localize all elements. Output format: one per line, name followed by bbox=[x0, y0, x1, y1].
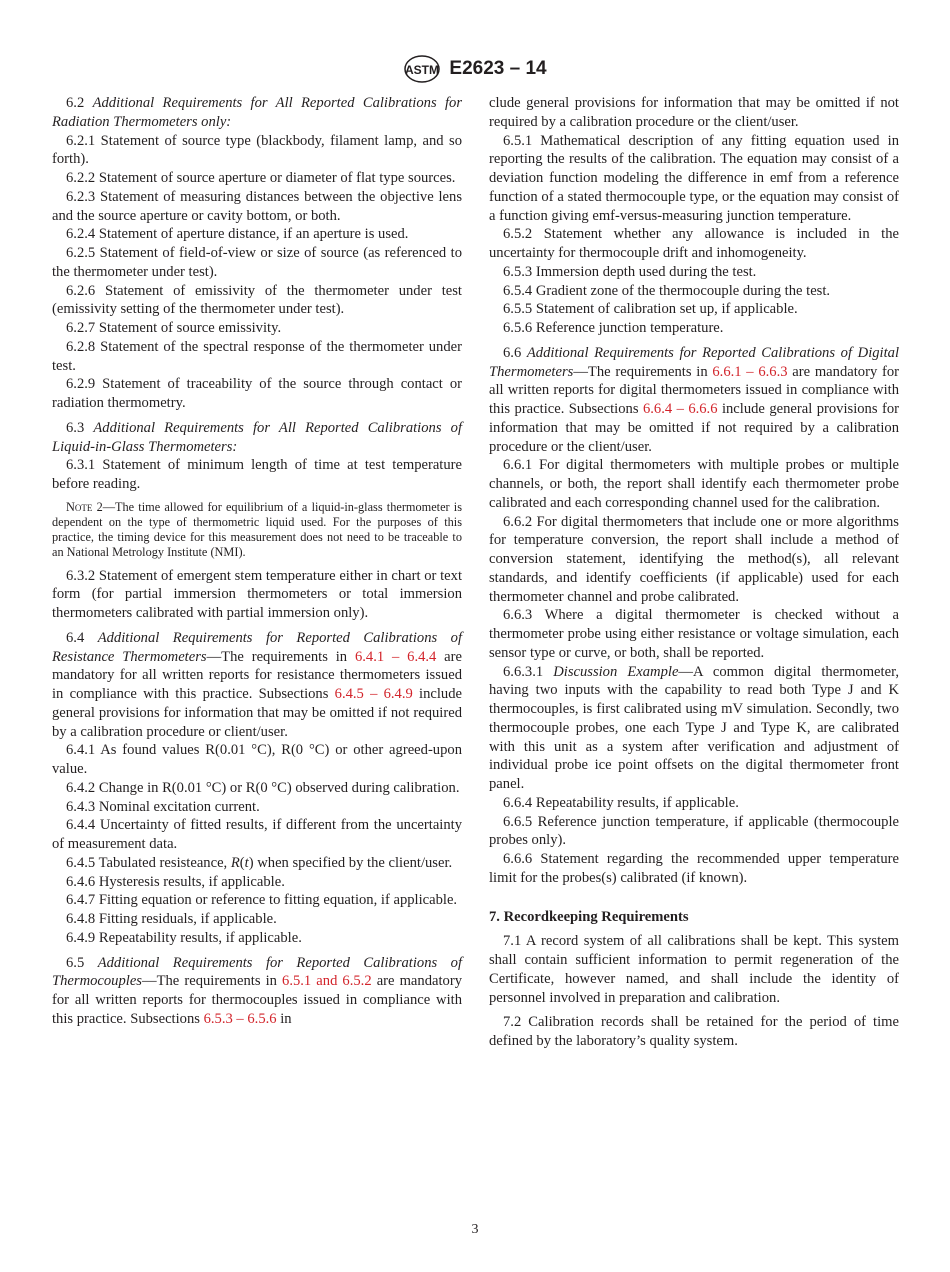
paragraph bbox=[489, 850, 899, 888]
paragraph bbox=[489, 225, 899, 263]
paragraph bbox=[489, 606, 899, 662]
section-link[interactable]: 6.4.5 – 6.4.9 bbox=[334, 686, 413, 703]
svg-text:ASTM: ASTM bbox=[405, 63, 440, 77]
paragraph bbox=[52, 779, 462, 798]
paragraph bbox=[489, 263, 899, 282]
right-column bbox=[489, 94, 899, 1051]
text-span: 6.5.4 Gradient zone of the thermocouple during the test. bbox=[503, 282, 831, 299]
paragraph bbox=[52, 816, 462, 854]
text-span: ) when specified by the client/user. bbox=[248, 854, 453, 871]
text-span: 6.5 bbox=[66, 954, 98, 971]
text-span: 6.4 bbox=[66, 629, 98, 646]
text-span: 6.4.5 Tabulated resisteance, bbox=[66, 854, 231, 871]
text-span: include general provisions for information that may be omitted if not required by a calibration procedure or client/user. bbox=[52, 686, 462, 740]
paragraph bbox=[52, 375, 462, 413]
text-span: 6.2.3 Statement of measuring distances between the objective lens and the source aperture or cavity bottom, or both. bbox=[52, 188, 462, 224]
text-span: 6.4.4 Uncertainty of fitted results, if different from the uncertainty of measurement data. bbox=[52, 817, 462, 853]
paragraph bbox=[52, 419, 462, 457]
paragraph bbox=[52, 456, 462, 494]
paragraph bbox=[489, 300, 899, 319]
text-span: 6.2.2 Statement of source aperture or diameter of flat type sources. bbox=[66, 170, 456, 186]
text-span: 6.4.3 Nominal excitation current. bbox=[66, 798, 260, 815]
left-column bbox=[52, 94, 462, 1029]
text-span: 6.2.8 Statement of the spectral response of the thermometer under test. bbox=[52, 338, 462, 374]
text-span: 6.3.1 Statement of minimum length of time at test temperature before reading. bbox=[52, 457, 462, 492]
text-span: are mandatory for all written reports for thermocouples issued in compliance with this practice. Subsections bbox=[52, 973, 462, 1027]
section-heading bbox=[489, 908, 899, 927]
text-span: 6.6.3.1 bbox=[503, 663, 554, 680]
paragraph bbox=[52, 629, 462, 742]
paragraph bbox=[489, 319, 899, 338]
paragraph bbox=[52, 244, 462, 282]
paragraph bbox=[52, 188, 462, 226]
paragraph bbox=[52, 567, 462, 623]
text-span: Additional Requirements for All Reported Calibrations of Liquid-in-Glass Thermometers: bbox=[52, 419, 462, 455]
paragraph bbox=[489, 282, 899, 301]
text-span: R bbox=[230, 854, 240, 871]
text-span: 6.4.7 Fitting equation or reference to fitting equation, if applicable. bbox=[66, 892, 458, 909]
paragraph bbox=[489, 94, 899, 132]
text-span: 6.4.6 Hysteresis results, if applicable. bbox=[66, 873, 285, 890]
paragraph bbox=[52, 873, 462, 892]
text-span: include general provisions for information that may be omitted if not required by a calibration procedure or the client/user. bbox=[489, 401, 899, 455]
text-span: 6.4.8 Fitting residuals, if applicable. bbox=[66, 911, 277, 928]
text-span: 6.6.1 For digital thermometers with multiple probes or multiple channels, or both, the report shall identify each thermometer probe calibrated and each corresponding channel used for the calibration. bbox=[489, 457, 899, 511]
paragraph bbox=[52, 169, 462, 188]
text-span: ( bbox=[239, 854, 245, 871]
paragraph bbox=[52, 94, 462, 132]
document-code: E2623 – 14 bbox=[449, 58, 547, 79]
paragraph bbox=[489, 813, 899, 851]
text-span: 6.4.9 Repeatability results, if applicable. bbox=[66, 929, 302, 946]
text-span: 6.2 bbox=[66, 95, 93, 111]
text-span: 6.5.5 Statement of calibration set up, if applicable. bbox=[503, 301, 798, 318]
astm-logo-icon bbox=[403, 54, 441, 84]
paragraph bbox=[52, 910, 462, 929]
text-span: 6.6 bbox=[503, 344, 527, 361]
text-span: 6.2.1 Statement of source type (blackbody, filament lamp, and so forth). bbox=[52, 132, 462, 168]
paragraph bbox=[52, 929, 462, 948]
text-span: are mandatory for all written reports for resistance thermometers issued in compliance with this practice. Subsections bbox=[52, 648, 462, 703]
text-span: are mandatory for all written reports for digital thermometers issued in compliance with this practice. Subsections bbox=[489, 363, 899, 417]
text-span: 6.6.2 For digital thermometers that include one or more algorithms for temperature conversion, the report shall include a method of conversion statement, identifying the method(s), all relevant standards, and identify coefficients (if applicable) used for each thermometer channel and probe calibrated. bbox=[489, 513, 899, 605]
text-span: Additional Requirements for All Reported Calibrations for Radiation Thermometers only: bbox=[52, 95, 462, 130]
text-span: in bbox=[276, 1010, 292, 1027]
section-link[interactable]: 6.5.3 – 6.5.6 bbox=[203, 1010, 277, 1027]
text-span: 6.4.1 As found values R(0.01 °C), R(0 °C) or other agreed-upon value. bbox=[52, 742, 462, 778]
paragraph bbox=[489, 932, 899, 1007]
text-span: —The requirements in bbox=[142, 973, 283, 990]
page-number: 3 bbox=[471, 1222, 479, 1237]
paragraph bbox=[52, 338, 462, 376]
text-span: 7.1 A record system of all calibrations shall be kept. This system shall contain sufficient information to permit regeneration of the Certificate, however named, and shall include the identity of personnel involved in preparation and calibration. bbox=[489, 933, 899, 1006]
text-span: 6.5.6 Reference junction temperature. bbox=[503, 320, 724, 336]
paragraph bbox=[52, 854, 462, 873]
text-span: 6.3.2 Statement of emergent stem temperature either in chart or text form (for partial immersion thermometers or total immersion thermometers calibrated with partial immersion only). bbox=[52, 567, 462, 622]
text-span: 6.3 bbox=[66, 419, 94, 436]
paragraph bbox=[489, 513, 899, 607]
paragraph bbox=[489, 456, 899, 512]
text-span: —The requirements in bbox=[206, 648, 355, 665]
text-span: 6.6.6 Statement regarding the recommended upper temperature limit for the probes(s) calibrated (if known). bbox=[489, 851, 899, 886]
paragraph bbox=[489, 663, 899, 794]
text-span: 6.2.6 Statement of emissivity of the thermometer under test (emissivity setting of the thermometer under test). bbox=[52, 282, 462, 318]
section-link[interactable]: 6.4.1 – 6.4.4 bbox=[354, 648, 437, 665]
text-span: 6.6.4 Repeatability results, if applicable. bbox=[503, 794, 739, 811]
text-span: Note bbox=[66, 499, 93, 514]
text-span: t bbox=[244, 854, 249, 871]
paragraph bbox=[52, 891, 462, 910]
paragraph bbox=[52, 282, 462, 320]
text-span: 6.5.1 Mathematical description of any fitting equation used in reporting the results of the calibration. The equation may consist of a deviation function modeling the difference in emf from a reference function of a stated thermocouple type, or the equation may consist of a function giving emf-versus-measuring junction temperature. bbox=[489, 132, 899, 224]
text-span: 6.2.5 Statement of field-of-view or size of source (as referenced to the thermometer under test). bbox=[52, 245, 462, 280]
paragraph bbox=[52, 225, 462, 244]
text-span: 6.2.9 Statement of traceability of the source through contact or radiation thermometry. bbox=[52, 376, 462, 411]
text-span: Additional Requirements for Reported Calibrations of Thermocouples bbox=[52, 954, 462, 990]
text-span: 6.2.7 Statement of source emissivity. bbox=[66, 320, 282, 336]
paragraph bbox=[489, 794, 899, 813]
text-span: Additional Requirements for Reported Calibrations of Digital Thermometers bbox=[489, 344, 900, 380]
paragraph bbox=[52, 319, 462, 338]
page-header bbox=[0, 54, 950, 84]
text-span: 6.6.5 Reference junction temperature, if applicable (thermocouple probes only). bbox=[489, 813, 899, 849]
paragraph bbox=[52, 741, 462, 779]
text-span: 6.5.3 Immersion depth used during the test. bbox=[503, 263, 757, 280]
note-paragraph bbox=[52, 500, 462, 561]
section-link[interactable]: 6.6.1 – 6.6.3 bbox=[712, 363, 788, 380]
text-span: 6.2.4 Statement of aperture distance, if an aperture is used. bbox=[66, 226, 409, 243]
text-span: Additional Requirements for Reported Calibrations of Resistance Thermometers bbox=[52, 629, 462, 665]
text-span: 2—The time allowed for equilibrium of a liquid-in-glass thermometer is dependent on the type of thermometric liquid used. For the purposes of this practice, the timing device for this measurement does not need to be traceable to an National Metrology Institute (NMI). bbox=[52, 499, 462, 560]
paragraph bbox=[52, 954, 462, 1029]
text-span: Discussion Example bbox=[553, 663, 679, 680]
paragraph bbox=[489, 1013, 899, 1051]
section-link[interactable]: 6.6.4 – 6.6.6 bbox=[642, 401, 718, 417]
section-link[interactable]: 6.5.1 and 6.5.2 bbox=[282, 973, 372, 990]
text-span: 6.5.2 Statement whether any allowance is included in the uncertainty for thermocouple drift and inhomogeneity. bbox=[489, 226, 899, 261]
text-span: 7.2 Calibration records shall be retained for the period of time defined by the laboratory’s quality system. bbox=[489, 1014, 899, 1049]
paragraph bbox=[489, 132, 899, 226]
text-span: 7. Recordkeeping Requirements bbox=[489, 908, 689, 925]
paragraph bbox=[489, 344, 899, 457]
text-span: —The requirements in bbox=[573, 363, 713, 380]
text-span: 6.6.3 Where a digital thermometer is checked without a thermometer probe using either resistance or voltage simulation, each sensor type or curve, or both, shall be reported. bbox=[489, 607, 899, 661]
text-span: clude general provisions for information that may be omitted if not required by a calibration procedure or the client/user. bbox=[489, 95, 899, 130]
text-span: —A common digital thermometer, having two inputs with the capability to read both Type J and K thermocouples, is first calibrated using mV simulation. Secondly, two thermocouple probes, one each Type J and Type K, are calibrated with this unit as a system after verification and adjustment of individual probe ice point offsets on the digital thermometer front panel. bbox=[489, 663, 899, 792]
paragraph bbox=[52, 132, 462, 170]
text-span: 6.4.2 Change in R(0.01 °C) or R(0 °C) observed during calibration. bbox=[66, 779, 460, 796]
paragraph bbox=[52, 798, 462, 817]
